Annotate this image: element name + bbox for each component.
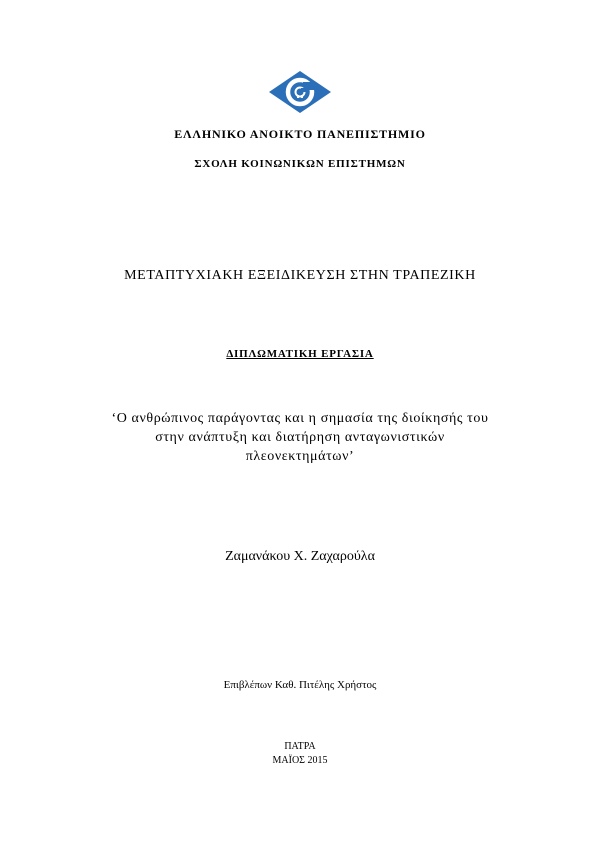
university-logo	[268, 70, 332, 114]
document-type: ΔΙΠΛΩΜΑΤΙΚΗ ΕΡΓΑΣΙΑ	[226, 348, 374, 360]
date: ΜΑΪΟΣ 2015	[272, 755, 328, 766]
program-name: ΜΕΤΑΠΤΥΧΙΑΚΗ ΕΞΕΙΔΙΚΕΥΣΗ ΣΤΗΝ ΤΡΑΠΕΖΙΚΗ	[124, 268, 476, 283]
author-name: Ζαμανάκου Χ. Ζαχαρούλα	[225, 549, 375, 564]
thesis-title-line: πλεονεκτημάτων’	[245, 449, 355, 464]
thesis-title-line: ‘Ο ανθρώπινος παράγοντας και η σημασία της διοίκησής του	[111, 411, 489, 426]
university-name: ΕΛΛΗΝΙΚΟ ΑΝΟΙΚΤΟ ΠΑΝΕΠΙΣΤΗΜΙΟ	[174, 127, 426, 141]
supervisor: Επιβλέπων Καθ. Πιτέλης Χρήστος	[223, 679, 377, 691]
city: ΠΑΤΡΑ	[284, 741, 316, 752]
thesis-title	[80, 409, 520, 466]
thesis-title-line: στην ανάπτυξη και διατήρηση ανταγωνιστικών	[155, 430, 445, 445]
school-name: ΣΧΟΛΗ ΚΟΙΝΩΝΙΚΩΝ ΕΠΙΣΤΗΜΩΝ	[194, 158, 406, 170]
